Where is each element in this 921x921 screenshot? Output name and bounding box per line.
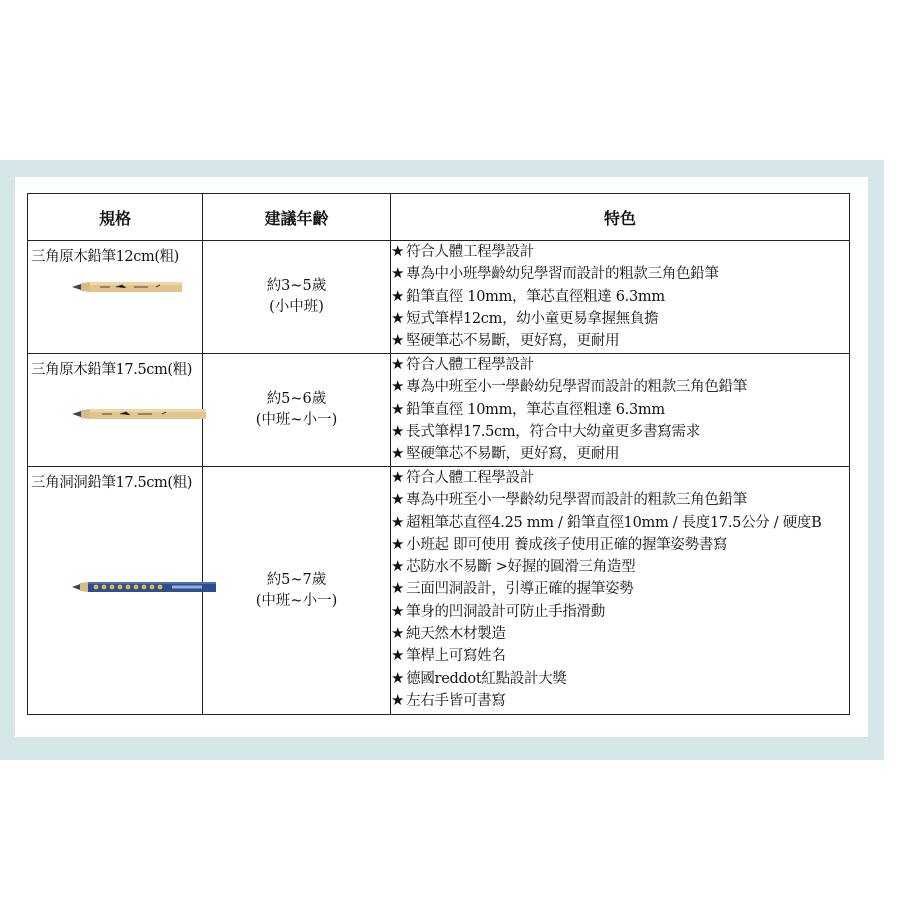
star-icon: ★ [391,242,405,260]
age-range: 約5~6歲 [266,391,327,407]
long-natural-pencil-icon [72,405,202,424]
age-class: (中班~小一) [255,412,338,428]
feature-item: ★ 德國reddot紅點設計大獎 [391,668,567,687]
star-icon: ★ [391,668,405,687]
star-icon: ★ [391,646,405,665]
short-natural-pencil-icon [72,278,202,297]
star-icon: ★ [391,331,405,350]
feature-item: ★ 短式筆桿12cm，幼小童更易拿握無負擔 [391,308,659,327]
feature-item: ★ 純天然木材製造 [391,624,506,643]
spec-table [27,193,850,715]
age-cell [203,354,391,467]
product-name: 三角洞洞鉛筆17.5cm(粗) [31,475,192,491]
feature-item: ★ 專為中班至小一學齡幼兒學習而設計的粗款三角色鉛筆 [391,490,747,509]
feature-item: ★ 三面凹洞設計，引導正確的握筆姿勢 [391,579,634,598]
feature-item: ★ 堅硬筆芯不易斷，更好寫，更耐用 [391,444,620,463]
header-row [28,194,850,241]
feature-item: ★ 專為中小班學齡幼兒學習而設計的粗款三角色鉛筆 [391,264,719,283]
features-cell [391,354,850,467]
features-cell [391,467,850,715]
feature-item: ★ 超粗筆芯直徑4.25 mm / 鉛筆直徑10mm / 長度17.5公分 / 硬度B [391,512,822,531]
star-icon: ★ [391,421,405,440]
product-name: 三角原木鉛筆17.5cm(粗) [31,362,192,378]
features-cell [391,241,850,354]
spec-cell [28,354,203,467]
feature-item: ★ 芯防水不易斷 >好握的圓滑三角造型 [391,557,636,576]
feature-item: ★ 筆桿上可寫姓名 [391,646,506,665]
star-icon: ★ [391,399,405,418]
feature-item: ★ 筆身的凹洞設計可防止手指滑動 [391,601,605,620]
star-icon: ★ [391,690,405,709]
star-icon: ★ [391,308,405,327]
feature-item: ★ 鉛筆直徑 10mm，筆芯直徑粗達 6.3mm [391,286,665,305]
table-row [28,467,850,715]
feature-item: ★ 小班起 即可使用 養成孩子使用正確的握筆姿勢書寫 [391,534,728,553]
feature-item: ★ 長式筆桿17.5cm，符合中大幼童更多書寫需求 [391,421,700,440]
product-name: 三角原木鉛筆12cm(粗) [31,249,179,265]
header-age: 建議年齡 [203,194,391,241]
feature-item: ★ 專為中班至小一學齡幼兒學習而設計的粗款三角色鉛筆 [391,377,747,396]
age-cell [203,467,391,715]
star-icon: ★ [391,512,405,531]
age-class: (小中班) [269,299,324,315]
star-icon: ★ [391,468,405,486]
spec-cell [28,467,203,715]
star-icon: ★ [391,264,405,283]
star-icon: ★ [391,624,405,643]
age-class: (中班~小一) [255,592,338,609]
feature-item: ★ 堅硬筆芯不易斷，更好寫，更耐用 [391,331,620,350]
star-icon: ★ [391,286,405,305]
age-range: 約5~7歲 [266,571,327,588]
star-icon: ★ [391,601,405,620]
blue-dotted-grip-pencil-icon [72,578,202,597]
age-cell [203,241,391,354]
star-icon: ★ [391,355,405,373]
star-icon: ★ [391,490,405,509]
feature-item: ★ 符合人體工程學設計 [391,242,534,260]
feature-item: ★ 鉛筆直徑 10mm，筆芯直徑粗達 6.3mm [391,399,665,418]
age-range: 約3~5歲 [266,278,327,294]
star-icon: ★ [391,579,405,598]
star-icon: ★ [391,377,405,396]
table-row [28,354,850,467]
star-icon: ★ [391,557,405,576]
table-row [28,241,850,354]
header-spec: 規格 [28,194,203,241]
feature-item: ★ 左右手皆可書寫 [391,690,506,709]
header-features: 特色 [391,194,850,241]
feature-item: ★ 符合人體工程學設計 [391,355,534,373]
spec-cell [28,241,203,354]
star-icon: ★ [391,534,405,553]
star-icon: ★ [391,444,405,463]
feature-item: ★ 符合人體工程學設計 [391,468,534,486]
